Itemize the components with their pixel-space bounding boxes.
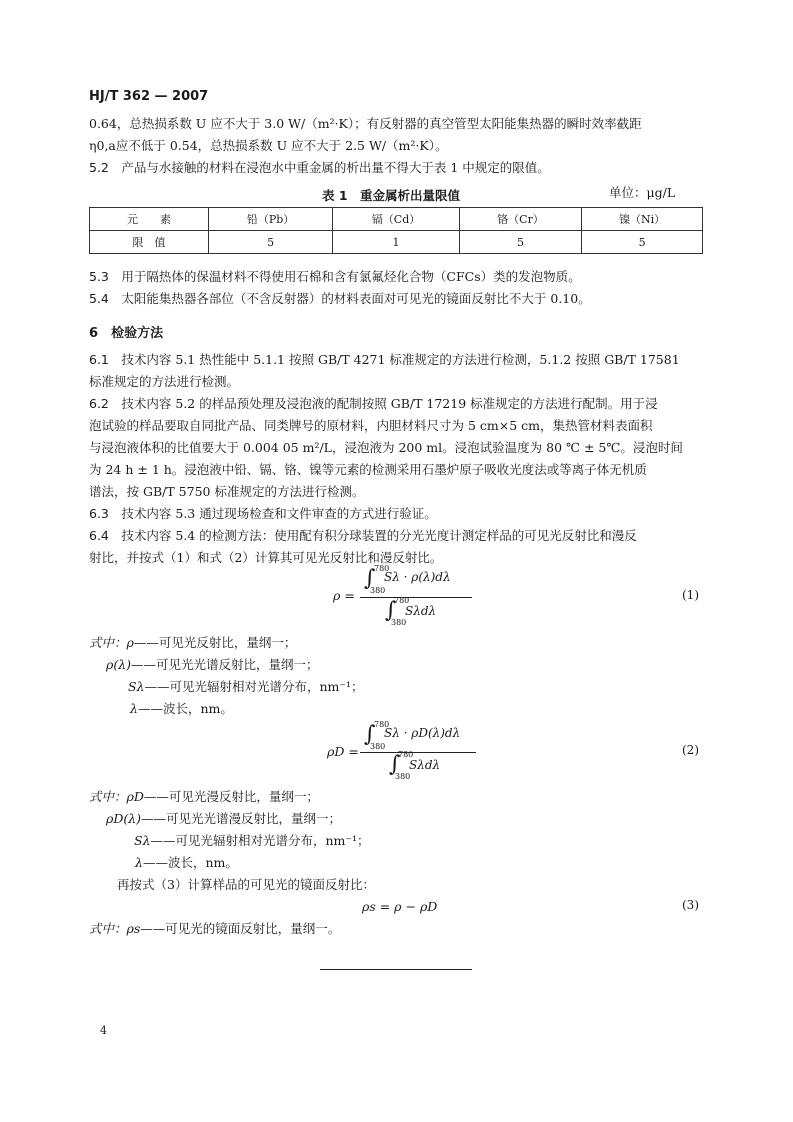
end-rule (320, 969, 472, 970)
where-text: ——波长，nm。 (137, 701, 233, 716)
table-header-cell: 镉（Cd） (333, 208, 460, 231)
clause-6-4 (89, 525, 637, 547)
table-cell: 限 值 (90, 231, 209, 254)
eq2-lhs: ρD = (327, 744, 359, 759)
eq1-lhs: ρ = (333, 588, 355, 603)
table-header-cell: 铅（Pb） (209, 208, 333, 231)
where-symbol: 式中：ρ (89, 635, 134, 650)
document-header: HJ/T 362 — 2007 (89, 89, 209, 104)
eq2-fraction-line (360, 752, 476, 753)
clause-6-2 (89, 393, 658, 415)
table-cell: 5 (209, 231, 333, 254)
integral-sign: ∫ (364, 566, 376, 591)
table-cell: 1 (333, 231, 460, 254)
where-item (135, 852, 238, 874)
where-item (128, 676, 364, 698)
clause-5-3 (89, 266, 581, 288)
clause-number: 5.4 (89, 291, 109, 306)
table-header-row (90, 208, 703, 231)
where-symbol: λ (135, 855, 143, 870)
where-symbol: λ (130, 701, 138, 716)
paragraph-line: 谱法，按 GB/T 5750 标准规定的方法进行检测。 (89, 484, 365, 499)
table-header-cell: 元 素 (90, 208, 209, 231)
paragraph-line: 0.64，总热损系数 U 应不大于 3.0 W/（m²·K）；有反射器的真空管型太阳能集热器的瞬时效率截距 (89, 116, 642, 131)
upper-limit: 780 (374, 720, 390, 729)
where-symbol: 式中：ρs (89, 921, 141, 936)
integrand: Sλ · ρD(λ)dλ (384, 726, 461, 740)
clause-text: 技术内容 5.2 的样品预处理及浸泡液的配制按照 GB/T 17219 标准规定的方法进行配制。用于浸 (121, 396, 658, 411)
eq1-fraction-line (360, 597, 472, 598)
where-text: ——可见光光谱反射比，量纲一； (131, 657, 319, 672)
eq3-label: (3) (682, 898, 699, 912)
paragraph-line: 标准规定的方法进行检测。 (89, 374, 240, 389)
where-symbol: Sλ (134, 833, 151, 848)
where-symbol: ρ(λ) (106, 657, 132, 672)
clause-number: 6.2 (89, 396, 109, 411)
where-text: ——可见光漫反射比，量纲一； (143, 789, 319, 804)
where-symbol: ρD(λ) (106, 811, 142, 826)
lower-limit: 380 (391, 618, 407, 627)
integrand: Sλdλ (405, 604, 437, 618)
paragraph-line: η0,a应不低于 0.54，总热损系数 U 应不大于 2.5 W/（m²·K）。 (89, 138, 448, 153)
eq1-label: (1) (682, 588, 699, 602)
clause-number: 5.2 (89, 160, 109, 175)
table-header-cell: 铬（Cr） (459, 208, 581, 231)
eq2-label: (2) (682, 743, 699, 757)
table-row (90, 231, 703, 254)
where-item (130, 698, 233, 720)
integrand: Sλ · ρ(λ)dλ (384, 570, 451, 584)
clause-number: 6.3 (89, 506, 109, 521)
lower-limit: 380 (370, 586, 386, 595)
paragraph-line: 与浸泡液体积的比值要大于 0.004 05 m²/L，浸泡液为 200 ml。浸泡试验温度为 80 ℃ ± 5℃。浸泡时间 (89, 440, 683, 455)
where-item (89, 786, 319, 808)
clause-number: 5.3 (89, 269, 109, 284)
integral-sign: ∫ (389, 752, 401, 777)
clause-6-3 (89, 503, 437, 525)
section-number: 6 (89, 326, 99, 341)
table-caption: 表 1 重金属析出量限值 (322, 188, 461, 203)
paragraph-line: 泡试验的样品要取自同批产品、同类牌号的原材料，内胆材料尺寸为 5 cm×5 cm，集热管材料表面积 (89, 418, 653, 433)
where-item (89, 918, 340, 940)
where-text: ——可见光的镜面反射比，量纲一。 (140, 921, 341, 936)
lower-limit: 380 (370, 742, 386, 751)
page-number: 4 (100, 1024, 107, 1037)
upper-limit: 780 (394, 596, 410, 605)
where-item (89, 632, 296, 654)
where-symbol: Sλ (128, 679, 145, 694)
clause-text: 用于隔热体的保温材料不得使用石棉和含有氯氟烃化合物（CFCs）类的发泡物质。 (121, 269, 581, 284)
clause-number: 6.4 (89, 528, 109, 543)
where-item (134, 830, 370, 852)
clause-5-4 (89, 288, 591, 310)
clause-6-1 (89, 349, 680, 371)
clause-text: 技术内容 5.4 的检测方法：使用配有积分球装置的分光光度计测定样品的可见光反射比和漫反 (121, 528, 637, 543)
eq3-expression: ρs = ρ − ρD (362, 899, 438, 914)
lower-limit: 380 (395, 772, 411, 781)
where-text: ——波长，nm。 (142, 855, 238, 870)
clause-number: 6.1 (89, 352, 109, 367)
where-item (106, 654, 319, 676)
paragraph-line: 再按式（3）计算样品的可见光的镜面反射比： (117, 877, 375, 892)
section-title: 检验方法 (111, 326, 164, 341)
clause-text: 产品与水接触的材料在浸泡水中重金属的析出量不得大于表 1 中规定的限值。 (121, 160, 550, 175)
upper-limit: 780 (398, 750, 414, 759)
where-item (106, 808, 341, 830)
where-text: ——可见光反射比，量纲一； (133, 635, 297, 650)
where-text: ——可见光辐射相对光谱分布，nm⁻¹； (150, 833, 370, 848)
upper-limit: 780 (374, 564, 390, 573)
integral-sign: ∫ (385, 598, 397, 623)
paragraph-line: 为 24 h ± 1 h。浸泡液中铅、镉、铬、镍等元素的检测采用石墨炉原子吸收光度法或等离子体无机质 (89, 462, 647, 477)
table-header-cell: 镍（Ni） (582, 208, 703, 231)
where-symbol: 式中：ρD (89, 789, 144, 804)
table-cell: 5 (459, 231, 581, 254)
integrand: Sλdλ (409, 758, 441, 772)
table-unit: 单位：μg/L (609, 185, 676, 200)
integral-sign: ∫ (364, 722, 376, 747)
heavy-metal-table (89, 207, 703, 254)
clause-text: 技术内容 5.3 通过现场检查和文件审查的方式进行验证。 (121, 506, 437, 521)
paragraph-line: 射比，并按式（1）和式（2）计算其可见光反射比和漫反射比。 (89, 550, 443, 565)
table-cell: 5 (582, 231, 703, 254)
where-text: ——可见光辐射相对光谱分布，nm⁻¹； (144, 679, 364, 694)
section-6-heading (89, 322, 163, 341)
clause-text: 太阳能集热器各部位（不含反射器）的材料表面对可见光的镜面反射比不大于 0.10。 (121, 291, 591, 306)
clause-text: 技术内容 5.1 热性能中 5.1.1 按照 GB/T 4271 标准规定的方法进行检测，5.1.2 按照 GB/T 17581 (121, 352, 680, 367)
clause-5-2 (89, 157, 550, 179)
where-text: ——可见光光谱漫反射比，量纲一； (141, 811, 342, 826)
